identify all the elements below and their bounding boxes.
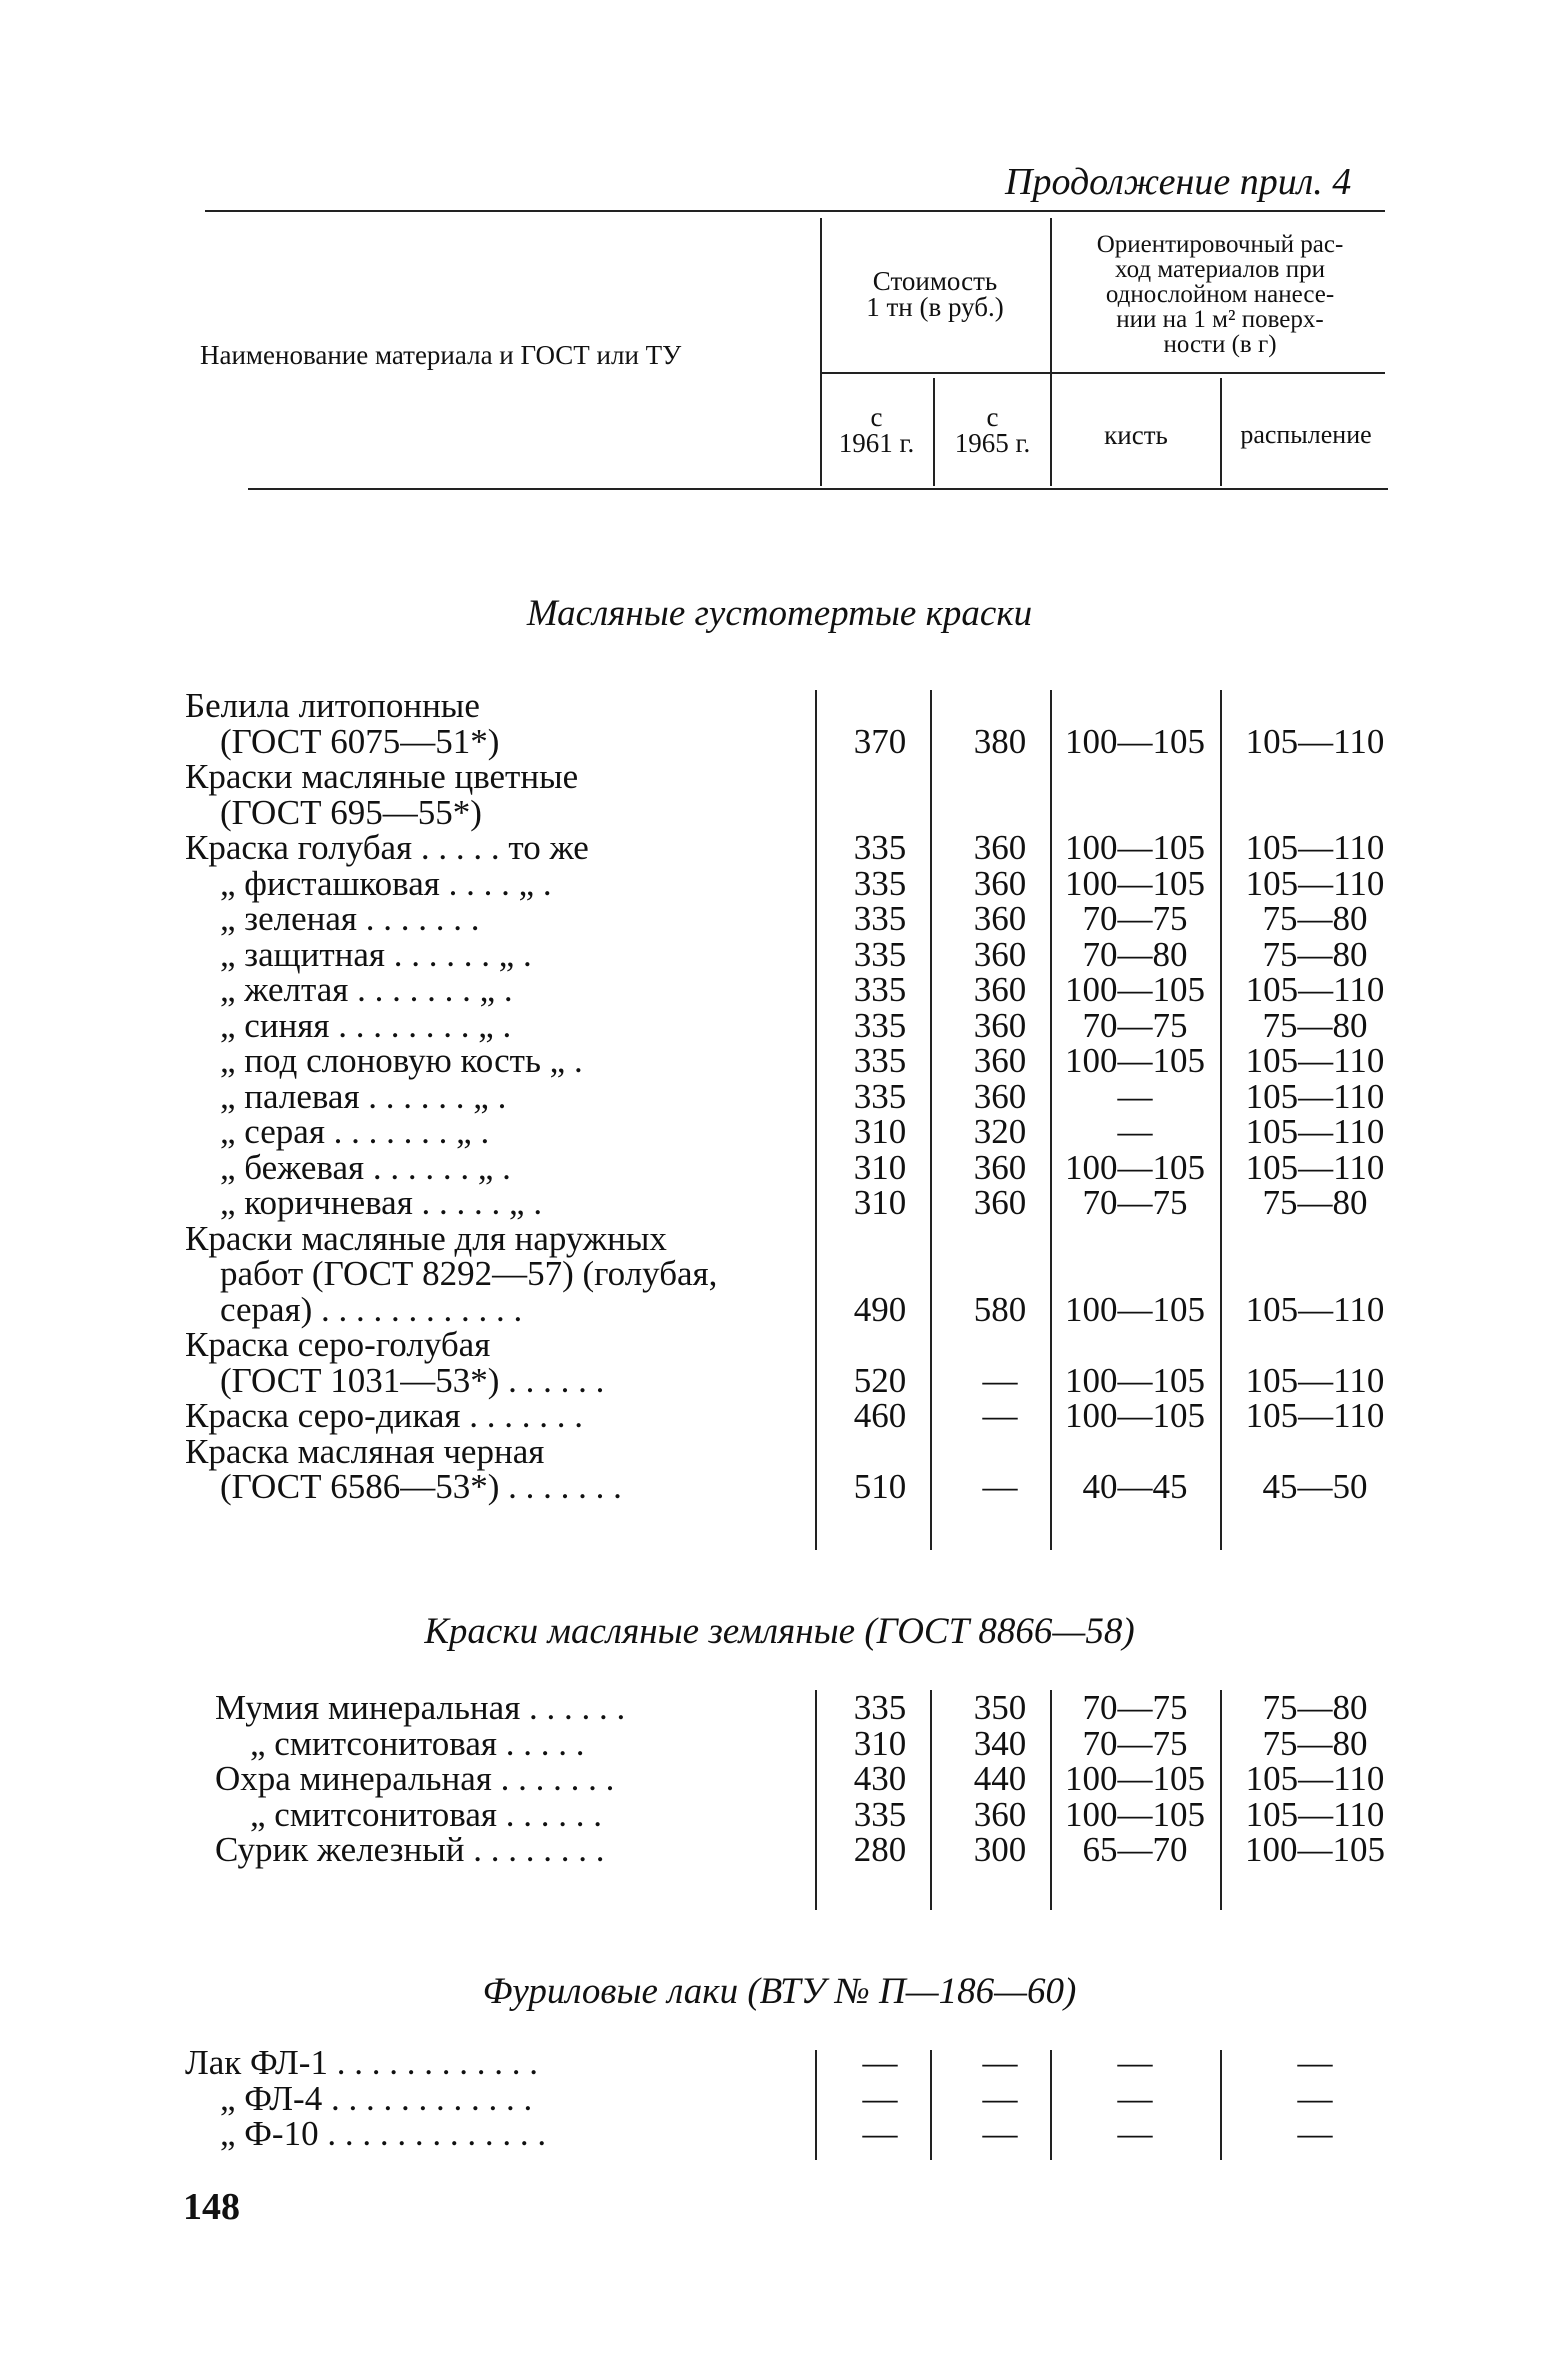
spray-value: 105—110	[1245, 1759, 1385, 1798]
spray-value: 105—110	[1245, 721, 1385, 761]
cost-1961-value: 335	[853, 899, 907, 938]
cost-1965-value: —	[982, 2114, 1018, 2153]
cost-1961-value: 335	[853, 1041, 907, 1080]
header-cost-1961	[820, 404, 933, 456]
spray-value: 105—110	[1245, 863, 1385, 903]
spray-value: 75—80	[1262, 1183, 1368, 1222]
cost-1965-value: 350	[973, 1688, 1027, 1727]
cost-1961-value: 520	[853, 1360, 907, 1400]
header-consumption-group	[1055, 232, 1385, 357]
spray-value: 75—80	[1262, 1005, 1368, 1045]
material-name: Краски масляные для наружных	[185, 1218, 667, 1258]
spray-value: 75—80	[1262, 899, 1368, 938]
header-bottom-rule	[248, 488, 1388, 490]
material-name: Охра минеральная . . . . . . .	[215, 1759, 615, 1798]
cost-1961-value: 280	[853, 1830, 907, 1869]
cost-1965-value: 360	[973, 934, 1027, 974]
material-name: Краски масляные цветные	[185, 757, 579, 796]
cost-1965-value: 360	[973, 828, 1027, 867]
brush-value: —	[1117, 2114, 1153, 2153]
cost-1965-value: 440	[973, 1759, 1027, 1798]
cost-1965-value: 580	[973, 1289, 1027, 1329]
header-spray: распыление	[1240, 420, 1372, 449]
header-cost-1965-line-2: 1965 г.	[954, 428, 1031, 458]
cost-1961-value: 370	[853, 721, 907, 761]
brush-value: 100—105	[1065, 1794, 1205, 1834]
header-cost-1961-line-1: с	[870, 402, 883, 432]
material-name: „ палевая . . . . . . „ .	[220, 1076, 507, 1116]
material-name: Белила литопонные	[185, 686, 480, 725]
spray-value: 45—50	[1262, 1467, 1368, 1506]
header-cost-1961-line-2: 1961 г.	[838, 428, 915, 458]
header-consumption-line-1: Ориентировочный рас-	[1096, 231, 1344, 258]
material-name: работ (ГОСТ 8292—57) (голубая,	[220, 1254, 718, 1293]
cost-1965-value: 360	[973, 1076, 1027, 1116]
material-name: „ под слоновую кость „ .	[220, 1041, 583, 1080]
spray-value: 105—110	[1245, 1289, 1385, 1329]
cost-1965-value: 360	[973, 1183, 1027, 1222]
header-cost-1965-line-1: с	[986, 402, 999, 432]
header-name-column: Наименование материала и ГОСТ или ТУ	[200, 340, 682, 370]
cost-1965-value: 300	[973, 1830, 1027, 1869]
cost-1961-value: 335	[853, 934, 907, 974]
cost-1961-value: 335	[853, 1794, 907, 1834]
cost-1961-value: 335	[853, 828, 907, 867]
brush-value: 100—105	[1065, 970, 1205, 1009]
material-name: Краска масляная черная	[185, 1431, 545, 1471]
spray-value: 105—110	[1245, 828, 1385, 867]
brush-value: 70—75	[1082, 899, 1188, 938]
cost-1965-value: 360	[973, 863, 1027, 903]
header-brush: кисть	[1104, 420, 1168, 450]
running-head: Продолжение прил. 4	[1005, 161, 1352, 203]
brush-value: —	[1117, 2043, 1153, 2082]
brush-value: —	[1117, 2078, 1153, 2118]
material-name: „ смитсонитовая . . . . . .	[250, 1794, 602, 1834]
cost-1961-value: 335	[853, 970, 907, 1009]
section-title-furyl-varnishes: Фуриловые лаки (ВТУ № П—186—60)	[482, 1971, 1077, 2012]
cost-1961-value: 490	[853, 1289, 907, 1329]
material-name: „ фисташковая . . . . „ .	[220, 863, 552, 903]
spray-value: 75—80	[1262, 1688, 1368, 1727]
material-name: Сурик железный . . . . . . . .	[215, 1830, 605, 1869]
spray-value: 105—110	[1245, 1041, 1385, 1080]
brush-value: 100—105	[1065, 1041, 1205, 1080]
cost-1961-value: 335	[853, 863, 907, 903]
cost-1961-value: —	[862, 2114, 898, 2153]
material-name: Краска серо-голубая	[185, 1325, 491, 1364]
material-name: Краска голубая . . . . . то же	[185, 828, 589, 867]
material-name: „ защитная . . . . . . „ .	[220, 934, 532, 974]
material-name: (ГОСТ 6075—51*)	[220, 721, 500, 761]
spray-value: —	[1297, 2043, 1333, 2082]
cost-1965-value: —	[982, 1360, 1018, 1400]
spray-value: —	[1297, 2114, 1333, 2153]
brush-value: 100—105	[1065, 1147, 1205, 1187]
spray-value: 105—110	[1245, 970, 1385, 1009]
material-name: Краска серо-дикая . . . . . . .	[185, 1396, 583, 1435]
cost-1961-value: 430	[853, 1759, 907, 1798]
header-consumption-line-3: однослойном нанесе-	[1105, 281, 1335, 308]
cost-1965-value: 380	[973, 721, 1027, 761]
cost-1965-value: —	[982, 1467, 1018, 1506]
cost-1965-value: 360	[973, 970, 1027, 1009]
header-mid-rule-cost	[820, 372, 1050, 374]
cost-1965-value: 320	[973, 1112, 1027, 1151]
brush-value: —	[1117, 1112, 1153, 1151]
brush-value: 100—105	[1065, 863, 1205, 903]
header-cost-1965	[935, 404, 1050, 456]
header-cost-line-1: Стоимость	[872, 266, 998, 296]
spray-value: 105—110	[1245, 1360, 1385, 1400]
brush-value: 65—70	[1082, 1830, 1188, 1869]
spray-value: 105—110	[1245, 1794, 1385, 1834]
spray-value: 105—110	[1245, 1147, 1385, 1187]
cost-1961-value: 310	[853, 1183, 907, 1222]
material-name: „ серая . . . . . . . „ .	[220, 1112, 490, 1151]
cost-1961-value: 460	[853, 1396, 907, 1435]
material-name: Лак ФЛ-1 . . . . . . . . . . . .	[185, 2043, 538, 2082]
brush-value: 70—75	[1082, 1005, 1188, 1045]
cost-1965-value: 360	[973, 1147, 1027, 1187]
spray-value: 100—105	[1245, 1830, 1385, 1869]
spray-value: 105—110	[1245, 1396, 1385, 1435]
cost-1965-value: 340	[973, 1723, 1027, 1763]
material-name: (ГОСТ 695—55*)	[220, 792, 482, 832]
material-name: „ зеленая . . . . . . .	[220, 899, 480, 938]
spray-value: 75—80	[1262, 1723, 1368, 1763]
material-name: „ желтая . . . . . . . „ .	[220, 970, 513, 1009]
brush-value: 70—80	[1082, 934, 1188, 974]
cost-1965-value: —	[982, 2078, 1018, 2118]
header-consumption-line-5: ности (в г)	[1163, 331, 1277, 358]
brush-value: —	[1117, 1076, 1153, 1116]
material-name: „ Ф-10 . . . . . . . . . . . . .	[220, 2114, 547, 2153]
brush-value: 100—105	[1065, 1360, 1205, 1400]
material-name: „ бежевая . . . . . . „ .	[220, 1147, 511, 1187]
material-name: „ коричневая . . . . . „ .	[220, 1183, 543, 1222]
brush-value: 100—105	[1065, 1289, 1205, 1329]
brush-value: 100—105	[1065, 721, 1205, 761]
cost-1965-value: 360	[973, 899, 1027, 938]
cost-1961-value: 310	[853, 1723, 907, 1763]
material-name: (ГОСТ 1031—53*) . . . . . .	[220, 1360, 605, 1400]
section-title-dense-oil-paints: Масляные густотертые краски	[526, 593, 1033, 634]
material-name: „ смитсонитовая . . . . .	[250, 1723, 585, 1763]
cost-1965-value: —	[982, 2043, 1018, 2082]
cost-1961-value: —	[862, 2078, 898, 2118]
material-name: (ГОСТ 6586—53*) . . . . . . .	[220, 1467, 622, 1506]
cost-1961-value: 310	[853, 1112, 907, 1151]
brush-value: 100—105	[1065, 1759, 1205, 1798]
cost-1961-value: —	[862, 2043, 898, 2082]
header-consumption-line-2: ход материалов при	[1115, 256, 1325, 283]
brush-value: 100—105	[1065, 828, 1205, 867]
header-mid-rule-consumption	[1050, 372, 1385, 374]
material-name: „ ФЛ-4 . . . . . . . . . . . .	[220, 2078, 533, 2118]
cost-1961-value: 335	[853, 1005, 907, 1045]
material-name: „ синяя . . . . . . . . „ .	[220, 1005, 512, 1045]
material-name: серая) . . . . . . . . . . . .	[220, 1289, 523, 1329]
header-consumption-line-4: нии на 1 м² поверх-	[1116, 306, 1324, 333]
spray-value: 75—80	[1262, 934, 1368, 974]
header-top-rule	[205, 210, 1385, 212]
cost-1961-value: 510	[853, 1467, 907, 1506]
cost-1965-value: 360	[973, 1041, 1027, 1080]
cost-1965-value: 360	[973, 1794, 1027, 1834]
spray-value: 105—110	[1245, 1076, 1385, 1116]
header-cost-group	[820, 268, 1050, 320]
brush-value: 70—75	[1082, 1183, 1188, 1222]
brush-value: 70—75	[1082, 1723, 1188, 1763]
spray-value: —	[1297, 2078, 1333, 2118]
cost-1961-value: 335	[853, 1076, 907, 1116]
cost-1961-value: 310	[853, 1147, 907, 1187]
page-number: 148	[183, 2186, 240, 2228]
brush-value: 100—105	[1065, 1396, 1205, 1435]
cost-1961-value: 335	[853, 1688, 907, 1727]
brush-value: 70—75	[1082, 1688, 1188, 1727]
brush-value: 40—45	[1082, 1467, 1188, 1506]
section-title-earth-oil-paints: Краски масляные земляные (ГОСТ 8866—58)	[424, 1611, 1135, 1652]
cost-1965-value: —	[982, 1396, 1018, 1435]
material-name: Мумия минеральная . . . . . .	[215, 1688, 626, 1727]
header-cost-line-2: 1 тн (в руб.)	[866, 292, 1004, 322]
spray-value: 105—110	[1245, 1112, 1385, 1151]
cost-1965-value: 360	[973, 1005, 1027, 1045]
